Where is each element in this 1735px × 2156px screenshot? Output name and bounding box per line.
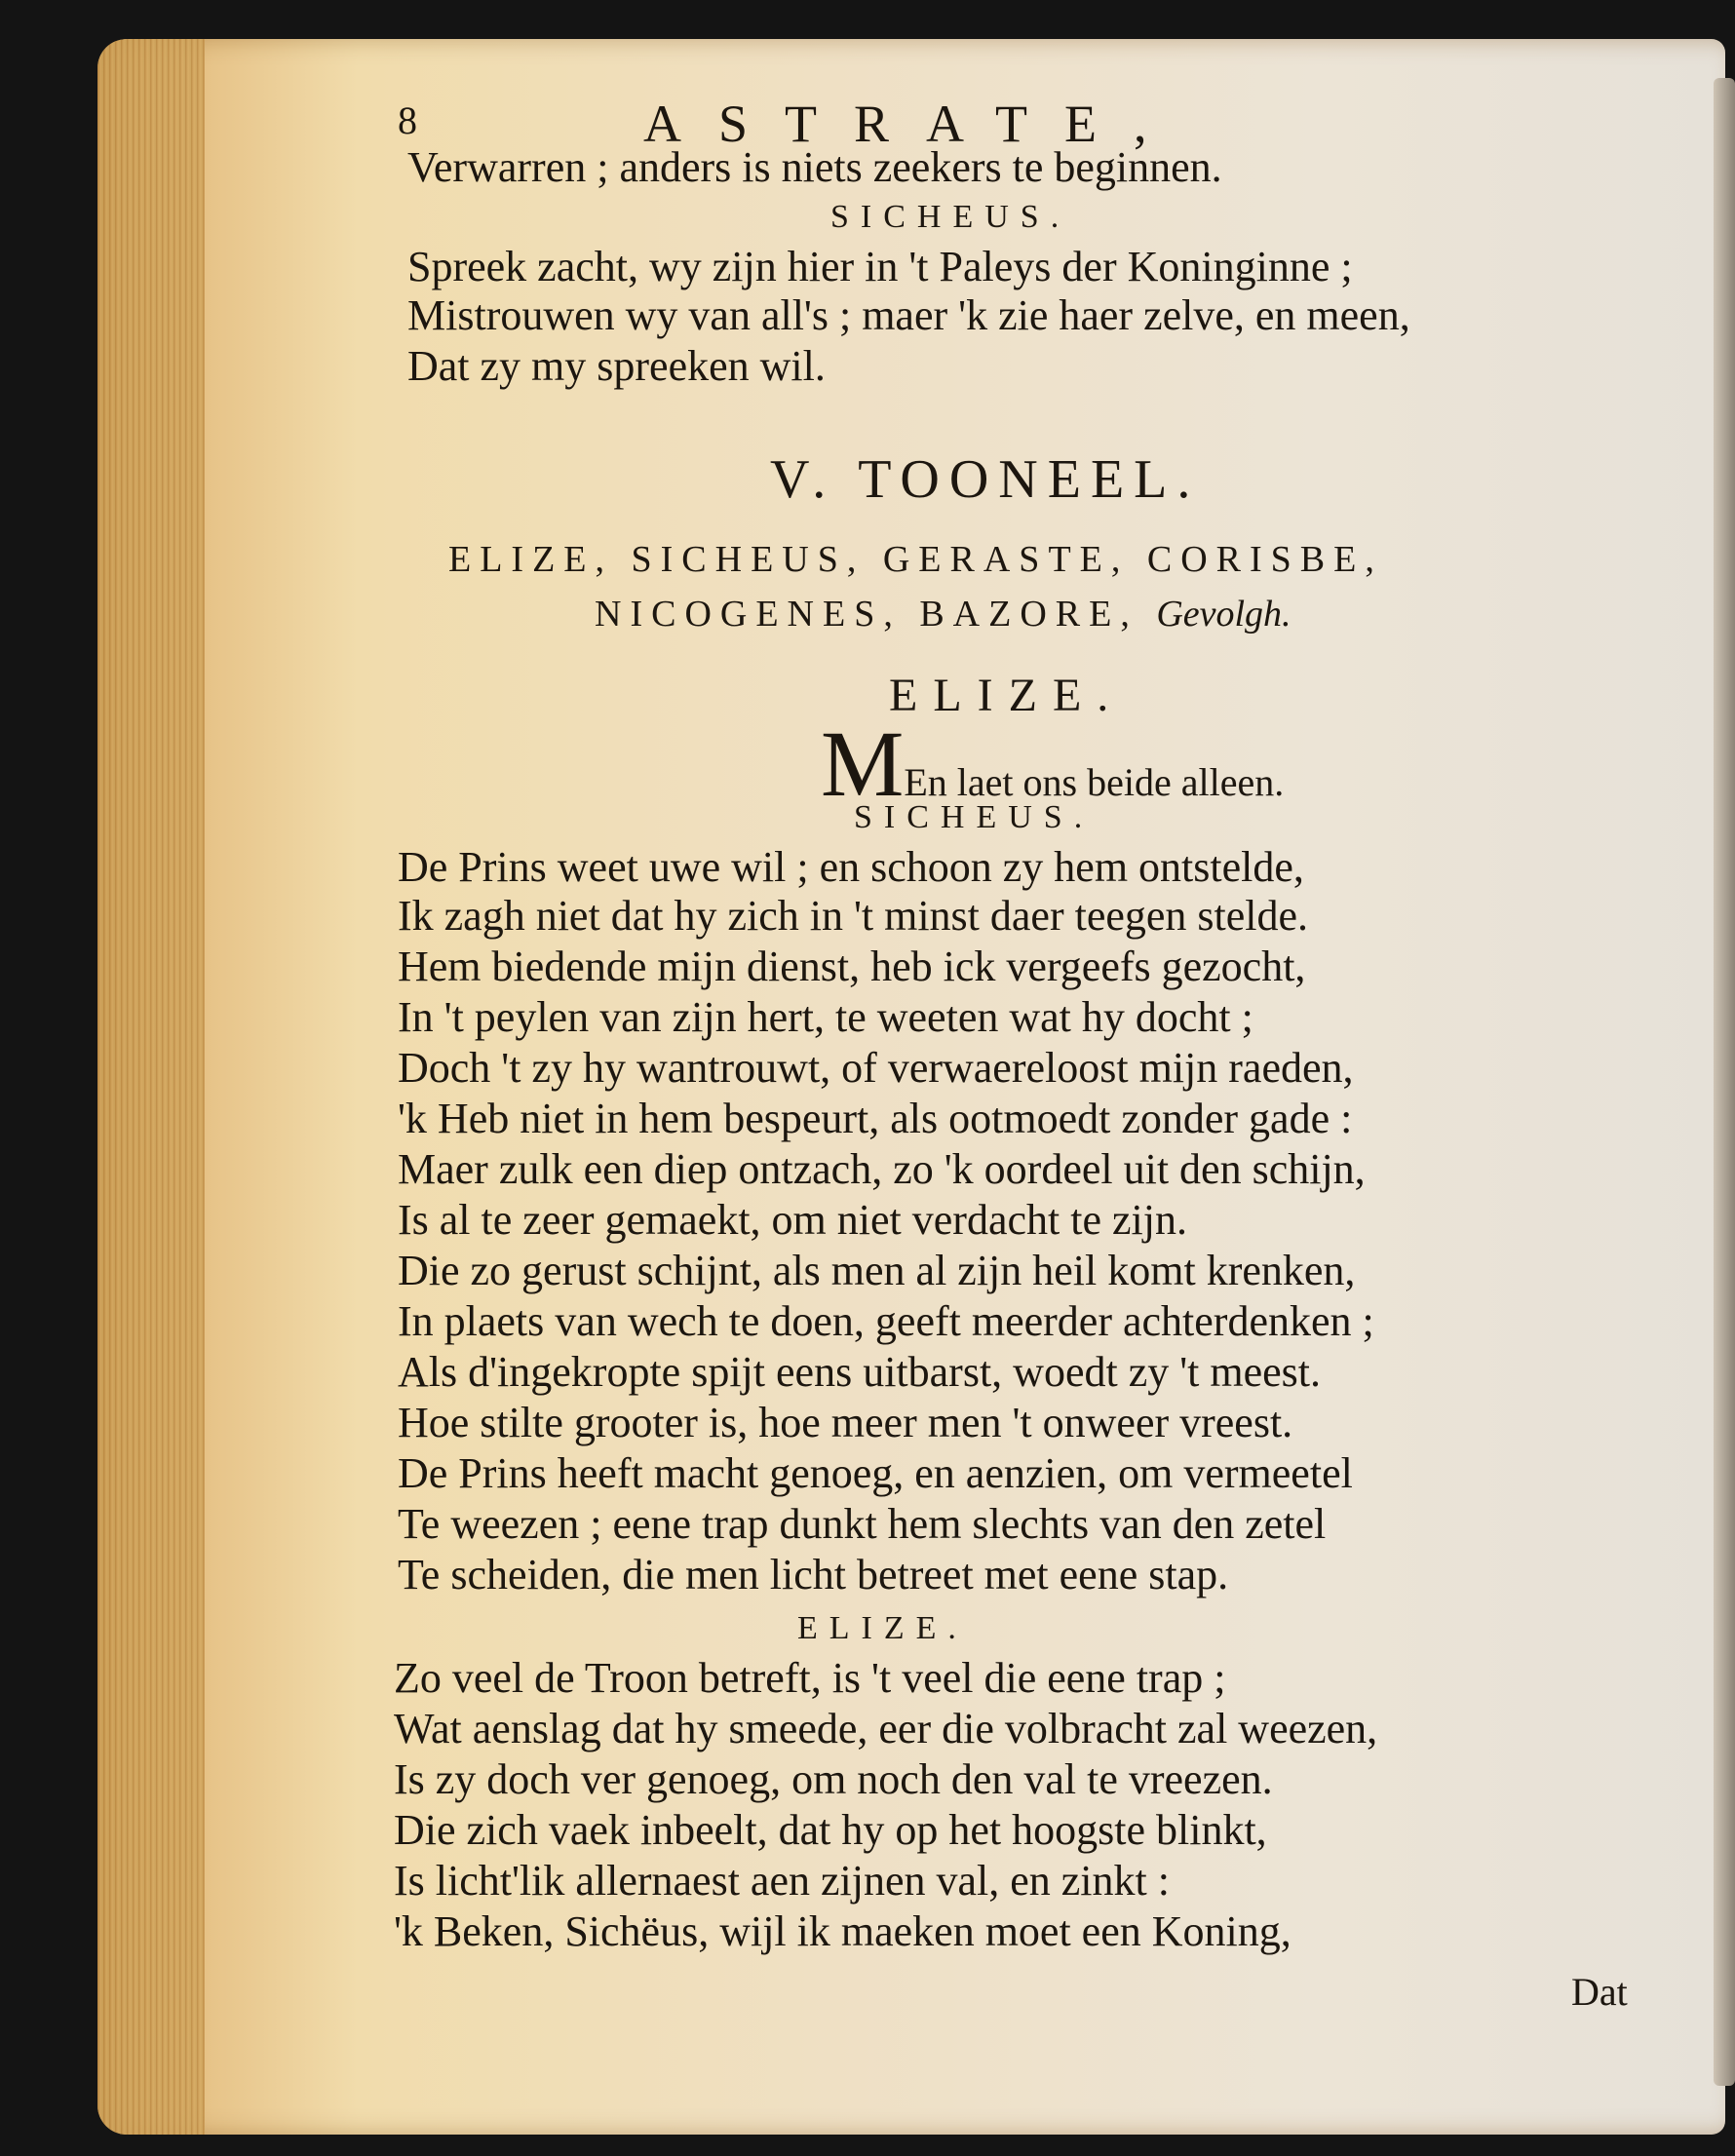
verse-line: Te weezen ; eene trap dunkt hem slechts van den zetel	[398, 1500, 1327, 1548]
verse-line: Is licht'lik allernaest aen zijnen val, en zinkt :	[394, 1857, 1170, 1905]
verse-line: Als d'ingekropte spijt eens uitbarst, woedt zy 't meest.	[398, 1348, 1322, 1396]
verse-line: Maer zulk een diep ontzach, zo 'k oordeel uit den schijn,	[398, 1145, 1366, 1193]
verse-line: Hoe stilte grooter is, hoe meer men 't onweer vreest.	[398, 1399, 1293, 1446]
verse-line: Hem biedende mijn dienst, heb ick vergeefs gezocht,	[398, 943, 1306, 990]
verse-text: En laet ons beide alleen.	[904, 760, 1285, 804]
cast-names: NICOGENES, BAZORE,	[595, 594, 1138, 635]
verse-line: Die zich vaek inbeelt, dat hy op het hoogste blinkt,	[394, 1806, 1267, 1854]
cast-list-line	[595, 593, 1292, 635]
verse-line: De Prins weet uwe wil ; en schoon zy hem ontstelde,	[398, 843, 1304, 891]
verse-line-with-initial	[821, 712, 1285, 816]
running-title: ASTRATE,	[643, 95, 1184, 153]
verse-line: In plaets van wech te doen, geeft meerder achterdenken ;	[398, 1297, 1374, 1345]
verse-line: Spreek zacht, wy zijn hier in 't Paleys der Koninginne ;	[407, 243, 1353, 290]
verse-line: Wat aenslag dat hy smeede, eer die volbracht zal weezen,	[394, 1705, 1378, 1752]
speaker-name: ELIZE.	[889, 670, 1125, 721]
verse-line: Is zy doch ver genoeg, om noch den val te vreezen.	[394, 1755, 1273, 1803]
verse-line: Mistrouwen wy van all's ; maer 'k zie haer zelve, en meen,	[407, 291, 1410, 339]
verse-line: Te scheiden, die men licht betreet met eene stap.	[398, 1551, 1229, 1598]
cast-list-line: ELIZE, SICHEUS, GERASTE, CORISBE,	[448, 539, 1383, 580]
verse-line: 'k Beken, Sichëus, wijl ik maeken moet een Koning,	[394, 1907, 1292, 1955]
verse-line: In 't peylen van zijn hert, te weeten wat hy docht ;	[398, 993, 1253, 1041]
verse-line: Verwarren ; anders is niets zeekers te beginnen.	[407, 143, 1222, 191]
verse-line: De Prins heeft macht genoeg, en aenzien, om vermeetel	[398, 1449, 1353, 1497]
speaker-name: SICHEUS.	[854, 799, 1095, 835]
speaker-name: ELIZE.	[797, 1610, 968, 1646]
scene-title: V. TOONEEL.	[770, 449, 1201, 510]
page-number: 8	[398, 98, 417, 142]
verse-line: Is al te zeer gemaekt, om niet verdacht te zijn.	[398, 1196, 1187, 1244]
verse-line: Dat zy my spreeken wil.	[407, 342, 826, 390]
speaker-name: SICHEUS.	[830, 199, 1071, 235]
page-edge-stack	[97, 39, 205, 2135]
verse-line: 'k Heb niet in hem bespeurt, als ootmoedt zonder gade :	[398, 1095, 1353, 1142]
catchword: Dat	[1571, 1970, 1628, 2014]
drop-cap: M	[821, 712, 905, 816]
facing-page-edge	[1714, 78, 1735, 2086]
verse-line: Ik zagh niet dat hy zich in 't minst daer teegen stelde.	[398, 892, 1309, 940]
verse-line: Doch 't zy hy wantrouwt, of verwaereloost mijn raeden,	[398, 1044, 1354, 1092]
verse-line: Zo veel de Troon betreft, is 't veel die eene trap ;	[394, 1654, 1226, 1702]
verse-line: Die zo gerust schijnt, als men al zijn heil komt krenken,	[398, 1247, 1356, 1294]
cast-extra: Gevolgh.	[1156, 594, 1292, 635]
